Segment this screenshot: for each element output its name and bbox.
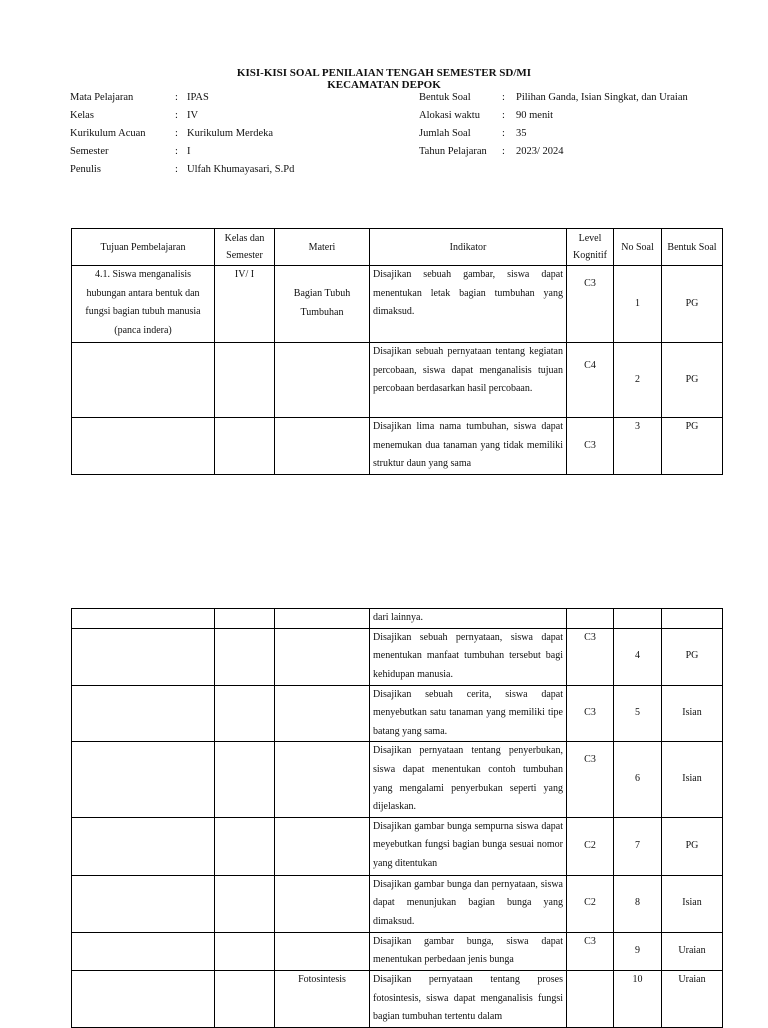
indikator-cell: Disajikan sebuah cerita, siswa dapat menyebutkan satu tanaman yang memiliki tipe batang yang sama. <box>370 685 567 742</box>
info-colon: : <box>502 92 505 103</box>
tujuan-cell <box>72 970 215 1027</box>
level-cell <box>567 970 614 1027</box>
level-cell <box>567 609 614 629</box>
column-header: Tujuan Pembelajaran <box>72 229 215 266</box>
no-soal-cell: 4 <box>614 628 662 685</box>
kelas-cell <box>215 817 275 875</box>
tujuan-cell <box>72 875 215 932</box>
tujuan-cell <box>72 685 215 742</box>
document-title: KISI-KISI SOAL PENILAIAN TENGAH SEMESTER SD/MI <box>236 67 532 79</box>
info-value: Pilihan Ganda, Isian Singkat, dan Uraian <box>516 92 688 103</box>
table-row <box>72 817 723 875</box>
kisi-kisi-table-continued <box>71 608 722 1028</box>
column-header: No Soal <box>614 229 662 266</box>
no-soal-cell: 10 <box>614 970 662 1027</box>
no-soal-cell: 2 <box>614 343 662 418</box>
table-row <box>72 418 723 475</box>
info-colon: : <box>502 146 505 157</box>
kelas-cell <box>215 875 275 932</box>
tujuan-cell <box>72 343 215 418</box>
no-soal-cell: 9 <box>614 932 662 970</box>
level-cell: C3 <box>567 742 614 817</box>
indikator-cell: Disajikan sebuah gambar, siswa dapat menentukan letak bagian tumbuhan yang dimaksud. <box>370 266 567 343</box>
table-header-row <box>72 229 723 266</box>
bentuk-cell: PG <box>662 817 723 875</box>
column-header: Bentuk Soal <box>662 229 723 266</box>
table-row <box>72 685 723 742</box>
document-subtitle: KECAMATAN DEPOK <box>327 79 441 91</box>
info-value: I <box>187 146 191 157</box>
level-cell: C3 <box>567 628 614 685</box>
info-label: Bentuk Soal <box>419 92 471 103</box>
info-label: Mata Pelajaran <box>70 92 134 103</box>
indikator-cell: Disajikan gambar bunga sempurna siswa dapat meyebutkan fungsi bagian bunga sesuai nomor yang ditentukan <box>370 817 567 875</box>
kisi-kisi-table <box>71 228 722 475</box>
indikator-cell: Disajikan gambar bunga dan pernyataan, siswa dapat menunjukan bagian bunga yang dimaksud. <box>370 875 567 932</box>
bentuk-cell: Uraian <box>662 932 723 970</box>
column-header: Indikator <box>370 229 567 266</box>
column-header: Kelas dan Semester <box>215 229 275 266</box>
info-value: Ulfah Khumayasari, S.Pd <box>187 164 295 175</box>
info-label: Penulis <box>70 164 101 175</box>
tujuan-cell: 4.1. Siswa menganalisis hubungan antara bentuk dan fungsi bagian tubuh manusia (panca indera) <box>72 266 215 343</box>
indikator-cell: Disajikan sebuah pernyataan, siswa dapat menentukan manfaat tumbuhan tersebut bagi kehidupan manusia. <box>370 628 567 685</box>
materi-cell <box>275 628 370 685</box>
bentuk-cell: Isian <box>662 742 723 817</box>
level-cell: C2 <box>567 817 614 875</box>
materi-cell <box>275 875 370 932</box>
kelas-cell: IV/ I <box>215 266 275 343</box>
info-colon: : <box>502 110 505 121</box>
tujuan-cell <box>72 742 215 817</box>
kelas-cell <box>215 418 275 475</box>
bentuk-cell: PG <box>662 343 723 418</box>
no-soal-cell: 1 <box>614 266 662 343</box>
kelas-cell <box>215 685 275 742</box>
bentuk-cell: PG <box>662 628 723 685</box>
table-row <box>72 266 723 343</box>
no-soal-cell: 5 <box>614 685 662 742</box>
level-cell: C3 <box>567 418 614 475</box>
bentuk-cell: Isian <box>662 875 723 932</box>
info-label: Alokasi waktu <box>419 110 480 121</box>
indikator-cell: Disajikan sebuah pernyataan tentang kegiatan percobaan, siswa dapat menganalisis tujuan percobaan berdasarkan hasil percobaan. <box>370 343 567 418</box>
no-soal-cell: 7 <box>614 817 662 875</box>
info-colon: : <box>175 110 178 121</box>
table-row <box>72 628 723 685</box>
column-header: Materi <box>275 229 370 266</box>
materi-cell <box>275 418 370 475</box>
table-row <box>72 742 723 817</box>
level-cell: C2 <box>567 875 614 932</box>
info-value: 35 <box>516 128 527 139</box>
info-label: Tahun Pelajaran <box>419 146 487 157</box>
indikator-cell: Disajikan lima nama tumbuhan, siswa dapat menemukan dua tanaman yang tidak memiliki struktur daun yang sama <box>370 418 567 475</box>
tujuan-cell <box>72 932 215 970</box>
indikator-cell: dari lainnya. <box>370 609 567 629</box>
kelas-cell <box>215 970 275 1027</box>
info-value: 90 menit <box>516 110 554 121</box>
bentuk-cell <box>662 609 723 629</box>
no-soal-cell: 6 <box>614 742 662 817</box>
info-label: Kurikulum Acuan <box>70 128 146 139</box>
kelas-cell <box>215 628 275 685</box>
tujuan-cell <box>72 609 215 629</box>
kelas-cell <box>215 742 275 817</box>
no-soal-cell: 3 <box>614 418 662 475</box>
bentuk-cell: Isian <box>662 685 723 742</box>
indikator-cell: Disajikan pernyataan tentang proses fotosintesis, siswa dapat menganalisis fungsi bagian tumbuhan tertentu dalam <box>370 970 567 1027</box>
table-row <box>72 875 723 932</box>
no-soal-cell <box>614 609 662 629</box>
level-cell: C3 <box>567 932 614 970</box>
table-row <box>72 932 723 970</box>
info-label: Kelas <box>70 110 94 121</box>
table-row <box>72 970 723 1027</box>
tujuan-cell <box>72 418 215 475</box>
info-value: IV <box>187 110 199 121</box>
info-colon: : <box>175 164 178 175</box>
bentuk-cell: Uraian <box>662 970 723 1027</box>
tujuan-cell <box>72 628 215 685</box>
info-value: IPAS <box>187 92 209 103</box>
table-row <box>72 609 723 629</box>
indikator-cell: Disajikan gambar bunga, siswa dapat menentukan perbedaan jenis bunga <box>370 932 567 970</box>
indikator-cell: Disajikan pernyataan tentang penyerbukan, siswa dapat menentukan contoh tumbuhan yang mengalami penyerbukan seperti yang dijelaskan. <box>370 742 567 817</box>
bentuk-cell: PG <box>662 266 723 343</box>
info-value: Kurikulum Merdeka <box>187 128 274 139</box>
info-colon: : <box>175 92 178 103</box>
tujuan-cell <box>72 817 215 875</box>
materi-cell <box>275 609 370 629</box>
materi-cell <box>275 343 370 418</box>
bentuk-cell: PG <box>662 418 723 475</box>
no-soal-cell: 8 <box>614 875 662 932</box>
materi-cell <box>275 817 370 875</box>
kelas-cell <box>215 609 275 629</box>
materi-cell <box>275 742 370 817</box>
info-colon: : <box>175 146 178 157</box>
materi-cell: Bagian Tubuh Tumbuhan <box>275 266 370 343</box>
kelas-cell <box>215 932 275 970</box>
info-label: Jumlah Soal <box>419 128 471 139</box>
info-colon: : <box>175 128 178 139</box>
materi-cell: Fotosintesis <box>275 970 370 1027</box>
table-row <box>72 343 723 418</box>
materi-cell <box>275 932 370 970</box>
level-cell: C3 <box>567 266 614 343</box>
materi-cell <box>275 685 370 742</box>
level-cell: C3 <box>567 685 614 742</box>
column-header: Level Kognitif <box>567 229 614 266</box>
level-cell: C4 <box>567 343 614 418</box>
info-value: 2023/ 2024 <box>516 146 564 157</box>
info-colon: : <box>502 128 505 139</box>
kelas-cell <box>215 343 275 418</box>
info-label: Semester <box>70 146 109 157</box>
